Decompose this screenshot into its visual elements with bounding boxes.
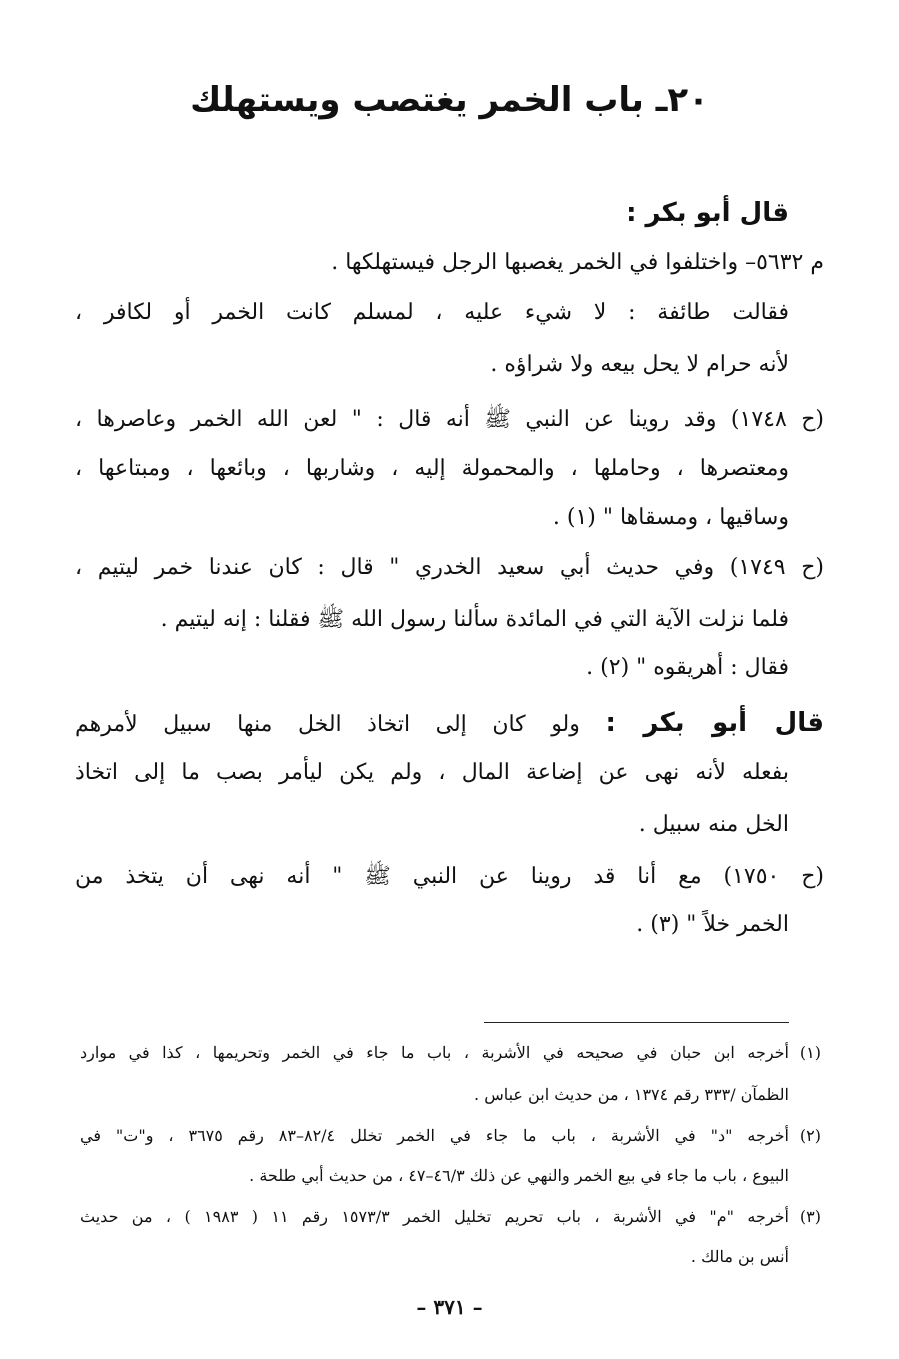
page-number: – ٣٧١ – <box>416 1295 483 1319</box>
text-line-3: لأنه حرام لا يحل بيعه ولا شراؤه . <box>490 352 789 377</box>
text-line-2: فقالت طائفة : لا شيء عليه ، لمسلم كانت الخمر أو لكافر ، <box>75 300 789 325</box>
hadith-1748-line-2: ومعتصرها ، وحاملها ، والمحمولة إليه ، وشاربها ، وبائعها ، ومبتاعها ، <box>75 456 789 481</box>
commentary-line-3: الخل منه سبيل . <box>638 812 789 837</box>
footnote-2-line-2: البيوع ، باب ما جاء في بيع الخمر والنهي عن ذلك ٤٦/٣–٤٧ ، من حديث أبي طلحة . <box>249 1166 789 1185</box>
footnote-3-line-2: أنس بن مالك . <box>690 1247 789 1266</box>
footnote-2-text: أخرجه "د" في الأشربة ، باب ما جاء في الخمر تخلل ٨٢/٤–٨٣ رقم ٣٦٧٥ ، و"ت" في <box>80 1126 789 1145</box>
hadith-1748-line-3: وساقيها ، ومسقاها " (١) . <box>552 505 789 530</box>
footnote-1-text: أخرجه ابن حبان في صحيحه في الأشربة ، باب ما جاء في الخمر وتحريمها ، كذا في موارد <box>80 1043 789 1062</box>
footnote-3-line-1 <box>80 1207 821 1226</box>
footnote-1-number: (١) <box>799 1043 821 1062</box>
footnote-1-line-2: الظمآن /٣٣٣ رقم ١٣٧٤ ، من حديث ابن عباس . <box>474 1085 789 1104</box>
commentary-line-1-text: ولو كان إلى اتخاذ الخل منها سبيل لأمرهم <box>75 712 580 737</box>
commentary-line-2: بفعله لأنه نهى عن إضاعة المال ، ولم يكن ليأمر بصب ما إلى اتخاذ <box>75 760 789 785</box>
commentary-line-1 <box>75 708 824 738</box>
hadith-1749-line-2: فلما نزلت الآية التي في المائدة سألنا رسول الله ﷺ فقلنا : إنه ليتيم . <box>160 607 789 632</box>
section-heading: قال أبو بكر : <box>626 198 789 228</box>
footnote-1-line-1 <box>80 1043 821 1062</box>
hadith-1750-line-1: (ح ١٧٥٠) مع أنا قد روينا عن النبي ﷺ " أنه نهى أن يتخذ من <box>75 864 824 889</box>
hadith-1750-line-2: الخمر خلاً " (٣) . <box>636 912 789 937</box>
commentary-lead-in: قال أبو بكر : <box>605 708 824 738</box>
footnote-3-number: (٣) <box>799 1207 822 1226</box>
footnote-separator <box>484 1022 789 1023</box>
hadith-1749-line-1: (ح ١٧٤٩) وفي حديث أبي سعيد الخدري " قال : كان عندنا خمر ليتيم ، <box>75 555 824 580</box>
footnote-3-text: أخرجه "م" في الأشربة ، باب تحريم تخليل الخمر ١٥٧٣/٣ رقم ١١ ( ١٩٨٣ ) ، من حديث <box>80 1207 790 1226</box>
footnote-2-number: (٢) <box>799 1126 821 1145</box>
chapter-title: ٢٠ـ باب الخمر يغتصب ويستهلك <box>190 80 709 120</box>
hadith-1748-line-1: (ح ١٧٤٨) وقد روينا عن النبي ﷺ أنه قال : " لعن الله الخمر وعاصرها ، <box>75 407 825 432</box>
text-line-1: م ٥٦٣٢– واختلفوا في الخمر يغصبها الرجل فيستهلكها . <box>331 250 824 275</box>
hadith-1749-line-3: فقال : أهريقوه " (٢) . <box>586 655 789 680</box>
footnote-2-line-1 <box>80 1126 821 1145</box>
